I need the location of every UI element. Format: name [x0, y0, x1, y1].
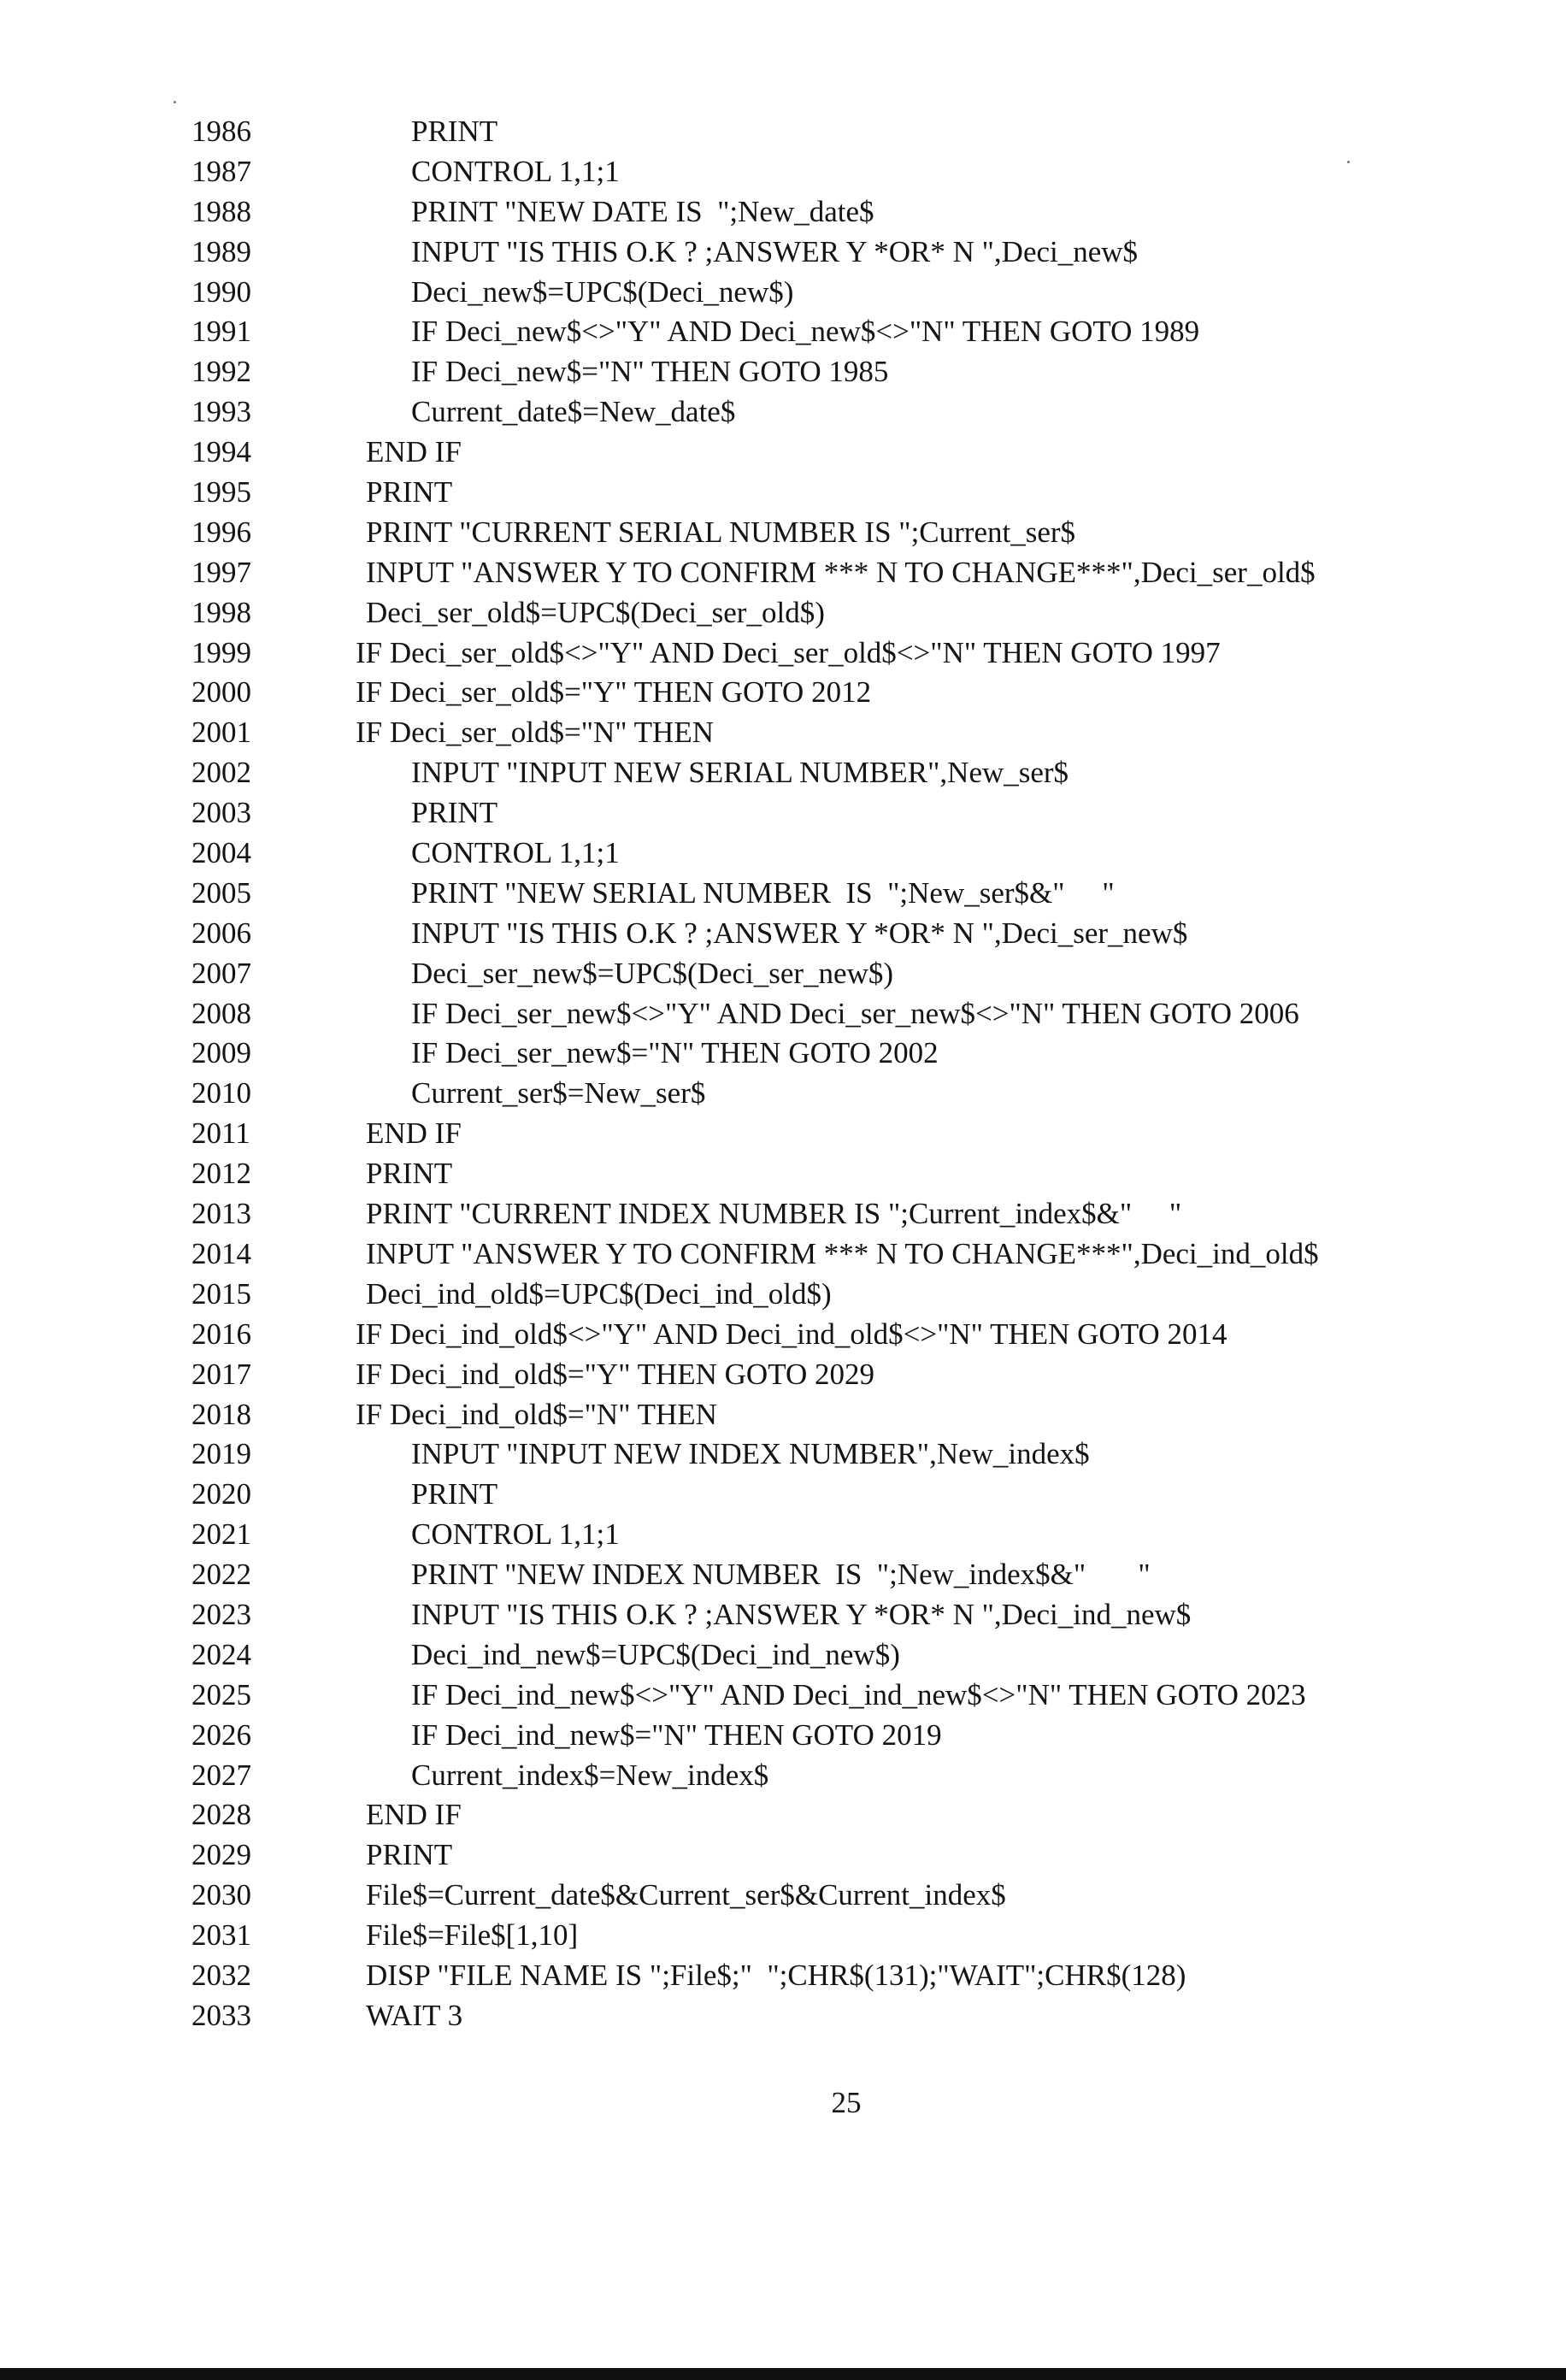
code-line — [0, 914, 1566, 954]
code-text: END IF — [366, 1116, 462, 1151]
code-line — [0, 553, 1566, 593]
line-number: 2019 — [191, 1437, 251, 1471]
code-line — [0, 1275, 1566, 1315]
line-number: 2003 — [191, 796, 251, 830]
code-text: DISP "FILE NAME IS ";File$;" ";CHR$(131);"WAIT";CHR$(128) — [366, 1958, 1186, 1992]
line-number: 2013 — [191, 1197, 251, 1231]
line-number: 2032 — [191, 1958, 251, 1992]
line-number: 1987 — [191, 154, 251, 188]
code-line — [0, 312, 1566, 352]
code-line — [0, 874, 1566, 914]
code-line — [0, 352, 1566, 392]
code-line — [0, 1154, 1566, 1194]
line-number: 2009 — [191, 1036, 251, 1070]
code-text: IF Deci_ser_old$<>"Y" AND Deci_ser_old$<>"N" THEN GOTO 1997 — [356, 635, 1221, 669]
line-number: 1993 — [191, 395, 251, 429]
line-number: 2005 — [191, 875, 251, 910]
code-line — [0, 834, 1566, 874]
code-line — [0, 392, 1566, 433]
code-line — [0, 713, 1566, 753]
line-number: 1994 — [191, 435, 251, 469]
code-text: CONTROL 1,1;1 — [411, 1517, 620, 1552]
code-line — [0, 1475, 1566, 1515]
code-line — [0, 1595, 1566, 1635]
line-number: 2014 — [191, 1236, 251, 1270]
code-line — [0, 1034, 1566, 1074]
line-number: 2024 — [191, 1637, 251, 1671]
code-line — [0, 1795, 1566, 1835]
line-number: 2018 — [191, 1397, 251, 1431]
scan-speck — [1347, 161, 1350, 163]
code-line — [0, 192, 1566, 233]
code-text: Deci_new$=UPC$(Deci_new$) — [411, 274, 794, 309]
code-text: PRINT — [411, 1477, 498, 1511]
code-text: IF Deci_ser_old$="N" THEN — [356, 716, 714, 750]
code-text: File$=File$[1,10] — [366, 1918, 579, 1953]
line-number: 1999 — [191, 635, 251, 669]
code-line — [0, 1635, 1566, 1676]
code-text: File$=Current_date$&Current_ser$&Current_index$ — [366, 1878, 1006, 1912]
bottom-rule — [0, 2368, 1566, 2380]
code-line — [0, 1114, 1566, 1154]
code-line — [0, 1355, 1566, 1395]
line-number: 2002 — [191, 756, 251, 790]
code-text: CONTROL 1,1;1 — [411, 836, 620, 870]
line-number: 2000 — [191, 675, 251, 710]
code-text: IF Deci_ind_old$="Y" THEN GOTO 2029 — [356, 1357, 874, 1391]
code-text: IF Deci_new$="N" THEN GOTO 1985 — [411, 355, 889, 389]
line-number: 1986 — [191, 115, 251, 148]
code-line — [0, 673, 1566, 713]
code-text: IF Deci_ser_new$="N" THEN GOTO 2002 — [411, 1036, 939, 1070]
code-text: PRINT "CURRENT INDEX NUMBER IS ";Current_index$&" " — [366, 1197, 1182, 1231]
code-text: PRINT "NEW INDEX NUMBER IS ";New_index$&" " — [411, 1558, 1151, 1592]
code-listing — [0, 112, 1566, 2036]
code-line — [0, 1835, 1566, 1876]
code-line — [0, 112, 1566, 152]
line-number: 2021 — [191, 1517, 251, 1552]
line-number: 2027 — [191, 1758, 251, 1792]
line-number: 2023 — [191, 1597, 251, 1631]
code-text: IF Deci_ser_old$="Y" THEN GOTO 2012 — [356, 675, 872, 710]
line-number: 2007 — [191, 956, 251, 990]
code-text: INPUT "IS THIS O.K ? ;ANSWER Y *OR* N ",Deci_ind_new$ — [411, 1597, 1192, 1631]
code-text: IF Deci_ind_new$="N" THEN GOTO 2019 — [411, 1717, 942, 1752]
code-text: CONTROL 1,1;1 — [411, 154, 620, 188]
line-number: 2004 — [191, 836, 251, 870]
code-text: PRINT — [411, 115, 498, 148]
line-number: 1996 — [191, 515, 251, 549]
code-text: Deci_ser_new$=UPC$(Deci_ser_new$) — [411, 956, 894, 990]
line-number: 2006 — [191, 916, 251, 950]
line-number: 1991 — [191, 315, 251, 349]
code-line — [0, 793, 1566, 834]
line-number: 2029 — [191, 1838, 251, 1872]
line-number: 1988 — [191, 194, 251, 228]
code-text: INPUT "INPUT NEW SERIAL NUMBER",New_ser$ — [411, 756, 1069, 790]
line-number: 2008 — [191, 996, 251, 1030]
code-text: Deci_ser_old$=UPC$(Deci_ser_old$) — [366, 595, 825, 629]
code-text: IF Deci_new$<>"Y" AND Deci_new$<>"N" THEN GOTO 1989 — [411, 315, 1200, 349]
code-text: PRINT "NEW DATE IS ";New_date$ — [411, 194, 874, 228]
code-line — [0, 1434, 1566, 1475]
page-number: 25 — [831, 2086, 862, 2119]
code-line — [0, 1194, 1566, 1234]
code-line — [0, 753, 1566, 793]
code-line — [0, 1234, 1566, 1275]
line-number: 2022 — [191, 1558, 251, 1592]
code-line — [0, 273, 1566, 313]
code-text: Current_ser$=New_ser$ — [411, 1076, 706, 1110]
line-number: 1990 — [191, 274, 251, 309]
code-line — [0, 954, 1566, 994]
line-number: 2012 — [191, 1157, 251, 1191]
code-line — [0, 433, 1566, 473]
code-line — [0, 233, 1566, 273]
code-line — [0, 633, 1566, 674]
code-text: PRINT "CURRENT SERIAL NUMBER IS ";Current_ser$ — [366, 515, 1076, 549]
code-line — [0, 1515, 1566, 1555]
line-number: 2001 — [191, 716, 251, 750]
code-line — [0, 994, 1566, 1034]
code-line — [0, 152, 1566, 192]
line-number: 1995 — [191, 475, 251, 510]
code-line — [0, 1996, 1566, 2036]
line-number: 2015 — [191, 1276, 251, 1311]
code-text: IF Deci_ind_old$="N" THEN — [356, 1397, 717, 1431]
code-text: INPUT "ANSWER Y TO CONFIRM *** N TO CHANGE***",Deci_ind_old$ — [366, 1236, 1319, 1270]
code-text: Current_index$=New_index$ — [411, 1758, 769, 1792]
code-text: PRINT "NEW SERIAL NUMBER IS ";New_ser$&" " — [411, 875, 1115, 910]
code-line — [0, 1074, 1566, 1114]
line-number: 2011 — [191, 1116, 250, 1151]
code-text: Deci_ind_old$=UPC$(Deci_ind_old$) — [366, 1276, 832, 1311]
code-text: INPUT "IS THIS O.K ? ;ANSWER Y *OR* N ",Deci_new$ — [411, 234, 1139, 268]
line-number: 2016 — [191, 1317, 251, 1351]
code-line — [0, 473, 1566, 513]
code-line — [0, 1876, 1566, 1916]
line-number: 1998 — [191, 595, 251, 629]
line-number: 2026 — [191, 1717, 251, 1752]
code-line — [0, 1395, 1566, 1435]
code-text: IF Deci_ind_new$<>"Y" AND Deci_ind_new$<>"N" THEN GOTO 2023 — [411, 1677, 1306, 1711]
code-line — [0, 1315, 1566, 1355]
line-number: 1989 — [191, 234, 251, 268]
scan-speck — [174, 101, 176, 103]
line-number: 2030 — [191, 1878, 251, 1912]
line-number: 2031 — [191, 1918, 251, 1953]
code-line — [0, 1716, 1566, 1756]
line-number: 2028 — [191, 1798, 251, 1832]
code-line — [0, 1756, 1566, 1796]
code-line — [0, 1676, 1566, 1716]
code-text: Current_date$=New_date$ — [411, 395, 736, 429]
code-text: PRINT — [411, 796, 498, 830]
code-text: PRINT — [366, 1838, 453, 1872]
line-number: 2017 — [191, 1357, 251, 1391]
code-text: WAIT 3 — [366, 1998, 463, 2032]
line-number: 2010 — [191, 1076, 251, 1110]
code-text: PRINT — [366, 1157, 453, 1191]
line-number: 1992 — [191, 355, 251, 389]
code-line — [0, 1916, 1566, 1956]
code-text: PRINT — [366, 475, 453, 510]
code-line — [0, 513, 1566, 553]
code-text: END IF — [366, 435, 462, 469]
code-text: INPUT "INPUT NEW INDEX NUMBER",New_index$ — [411, 1437, 1090, 1471]
code-text: INPUT "ANSWER Y TO CONFIRM *** N TO CHANGE***",Deci_ser_old$ — [366, 555, 1316, 589]
code-text: END IF — [366, 1798, 462, 1832]
line-number: 2025 — [191, 1677, 251, 1711]
line-number: 2033 — [191, 1998, 251, 2032]
code-line — [0, 1555, 1566, 1595]
line-number: 2020 — [191, 1477, 251, 1511]
code-text: Deci_ind_new$=UPC$(Deci_ind_new$) — [411, 1637, 900, 1671]
code-text: IF Deci_ser_new$<>"Y" AND Deci_ser_new$<>"N" THEN GOTO 2006 — [411, 996, 1299, 1030]
code-text: INPUT "IS THIS O.K ? ;ANSWER Y *OR* N ",Deci_ser_new$ — [411, 916, 1188, 950]
line-number: 1997 — [191, 555, 251, 589]
code-text: IF Deci_ind_old$<>"Y" AND Deci_ind_old$<>"N" THEN GOTO 2014 — [356, 1317, 1227, 1351]
code-line — [0, 1956, 1566, 1996]
code-line — [0, 593, 1566, 633]
